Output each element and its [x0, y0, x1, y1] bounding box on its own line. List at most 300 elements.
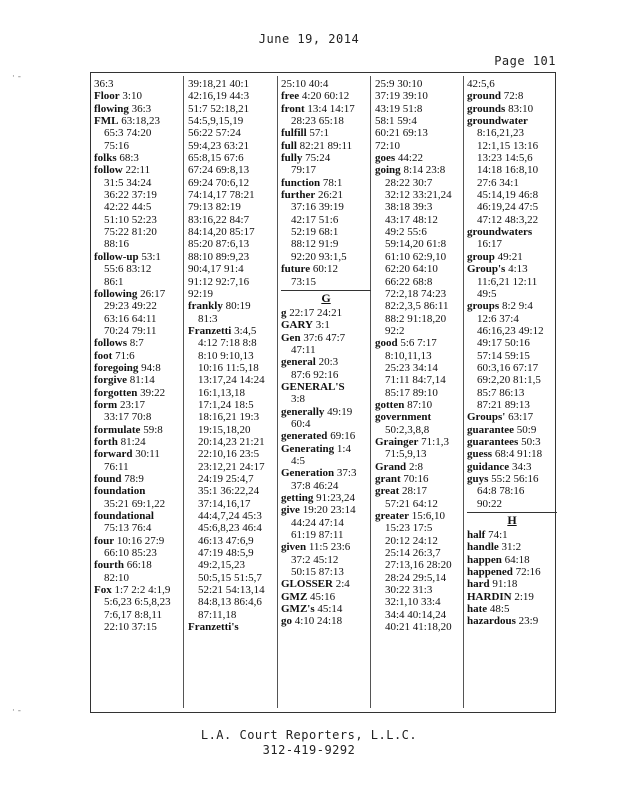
index-entry: [375, 473, 465, 485]
index-entry-continuation: [467, 152, 557, 164]
page-line-refs: 84:8,13 86:4,6: [198, 596, 262, 609]
index-entry-continuation: [94, 127, 184, 139]
index-entry-continuation: [375, 177, 465, 189]
index-entry-continuation: [188, 522, 278, 534]
page-line-refs: 88:2 91:18,20: [385, 312, 447, 325]
index-term: Gen: [281, 331, 301, 344]
page-line-refs: 74:1: [488, 529, 508, 542]
index-entry-continuation: [188, 448, 278, 460]
page-number: Page 101: [494, 54, 556, 68]
index-term: g: [281, 306, 287, 319]
index-entry-continuation: [188, 510, 278, 522]
index-entry: [281, 603, 371, 615]
page-line-refs: 29:23 49:22: [104, 300, 157, 313]
index-entry-continuation: [375, 288, 465, 300]
page-line-refs: 13:17,24 14:24: [198, 374, 265, 387]
index-entry: [188, 276, 278, 288]
page-line-refs: 20:14,23 21:21: [198, 435, 265, 448]
index-entry-continuation: [94, 140, 184, 152]
page-line-refs: 87:6 92:16: [291, 368, 339, 381]
page-line-refs: 37:14,16,17: [198, 497, 251, 510]
page-line-refs: 50:5,15 51:5,7: [198, 571, 262, 584]
index-entry-continuation: [188, 572, 278, 584]
page-line-refs: 47:12 48:3,22: [477, 213, 539, 226]
index-entry-continuation: [188, 584, 278, 596]
page-line-refs: 37:8 46:24: [291, 479, 339, 492]
index-entry-continuation: [375, 251, 465, 263]
index-entry-continuation: [94, 238, 184, 250]
page-line-refs: 69:24 70:6,12: [188, 176, 250, 189]
page-line-refs: 64:8 78:16: [477, 485, 525, 498]
index-entry: [94, 436, 184, 448]
index-entry-continuation: [375, 522, 465, 534]
index-entry: [94, 288, 184, 300]
page-line-refs: 55:2 56:16: [491, 473, 539, 485]
index-entry: [467, 300, 557, 312]
page-line-refs: 82:21 89:11: [299, 139, 353, 152]
index-entry: [188, 177, 278, 189]
page-line-refs: 37:19 39:10: [375, 90, 428, 103]
index-entry-continuation: [188, 559, 278, 571]
scan-speck: · -: [12, 706, 21, 716]
index-entry-continuation: [467, 276, 557, 288]
page-line-refs: 59:8: [143, 423, 163, 436]
index-entry: [467, 529, 557, 541]
page-line-refs: 52:19 68:1: [291, 226, 339, 239]
index-entry-continuation: [94, 461, 184, 473]
page-line-refs: 49:21: [497, 250, 523, 263]
index-entry: [188, 152, 278, 164]
index-entry-continuation: [467, 201, 557, 213]
index-term: function: [281, 176, 321, 189]
index-entry: [375, 115, 465, 127]
page-line-refs: 67:24 69:8,13: [188, 164, 250, 177]
page-line-refs: 16:17: [477, 238, 503, 251]
index-term: Grand: [375, 460, 407, 473]
index-entry-continuation: [94, 201, 184, 213]
index-term: happen: [467, 553, 502, 566]
page-line-refs: 91:18: [492, 578, 518, 591]
index-entry-continuation: [94, 313, 184, 325]
index-term: group: [467, 250, 495, 263]
index-entry-continuation: [467, 140, 557, 152]
page-line-refs: 28:22 30:7: [385, 176, 433, 189]
index-entry: [188, 251, 278, 263]
page-line-refs: 32:1,10 33:4: [385, 596, 441, 609]
index-entry-continuation: [281, 517, 371, 529]
page-line-refs: 87:21 89:13: [477, 398, 530, 411]
page-line-refs: 75:22 81:20: [104, 226, 157, 239]
index-entry-continuation: [94, 572, 184, 584]
page-line-refs: 19:20 23:14: [302, 504, 356, 517]
index-term: four: [94, 534, 115, 547]
index-entry: [94, 337, 184, 349]
index-entry: [281, 504, 371, 516]
page-line-refs: 50:9: [516, 423, 537, 436]
index-entry: [281, 263, 371, 275]
index-term: going: [375, 164, 401, 177]
page-line-refs: 50:15 87:13: [291, 566, 344, 579]
index-entry: [281, 541, 371, 553]
index-entry-continuation: [375, 238, 465, 250]
page-line-refs: 15:23 17:5: [385, 522, 433, 535]
index-entry-continuation: [281, 566, 371, 578]
index-term: further: [281, 189, 316, 202]
page-line-refs: 27:6 34:1: [477, 176, 519, 189]
index-entry-continuation: [188, 399, 278, 411]
page-line-refs: 44:24 47:14: [291, 516, 344, 529]
index-term: guarantees: [467, 435, 519, 448]
page-line-refs: 36:22 37:19: [104, 189, 157, 202]
index-term: foregoing: [94, 361, 139, 374]
page-line-refs: 79:13 82:19: [188, 201, 241, 214]
index-term: hazardous: [467, 615, 516, 628]
index-entry: [467, 541, 557, 553]
page-line-refs: 64:18: [504, 553, 530, 566]
page-line-refs: 57:1: [309, 127, 329, 140]
index-entry-continuation: [94, 177, 184, 189]
index-entry-continuation: [94, 214, 184, 226]
index-entry: [188, 115, 278, 127]
page-line-refs: 7:6,17 8:8,11: [104, 608, 162, 621]
index-entry: [467, 448, 557, 460]
footer-phone: 312-419-9292: [262, 743, 356, 757]
page-line-refs: 85:17 89:10: [385, 386, 438, 399]
index-term: flowing: [94, 102, 129, 115]
page-line-refs: 3:4,5: [234, 324, 257, 337]
index-entry: [281, 78, 371, 90]
footer-company: L.A. Court Reporters, L.L.C.: [200, 728, 418, 742]
index-term: follow: [94, 164, 123, 177]
index-entry: [281, 578, 371, 590]
page-line-refs: 39:22: [140, 386, 166, 399]
page-line-refs: 13:23 14:5,6: [477, 152, 533, 165]
index-entry-continuation: [375, 214, 465, 226]
page-line-refs: 63:16 64:11: [104, 312, 157, 325]
index-entry-continuation: [281, 554, 371, 566]
page-line-refs: 43:17 48:12: [385, 213, 438, 226]
page-line-refs: 39:18,21 40:1: [188, 78, 250, 90]
index-entry-continuation: [188, 350, 278, 362]
page-line-refs: 11:6,21 12:11: [477, 275, 538, 288]
page-line-refs: 30:11: [135, 448, 160, 461]
page-line-refs: 55:6 83:12: [104, 263, 152, 276]
page-line-refs: 75:13 76:4: [104, 522, 152, 535]
index-term: fully: [281, 152, 303, 165]
index-entry: [94, 448, 184, 460]
index-term: gotten: [375, 398, 405, 411]
section-letter: H: [507, 513, 517, 528]
page-line-refs: 81:14: [129, 374, 155, 387]
index-term: Grainger: [375, 435, 419, 448]
index-entry: [188, 621, 278, 633]
page-line-refs: 33:17 70:8: [104, 411, 152, 424]
index-entry: [94, 510, 184, 522]
index-entry-continuation: [188, 596, 278, 608]
page-line-refs: 26:21: [317, 189, 344, 202]
page-line-refs: 83:16,22 84:7: [188, 213, 250, 226]
index-term: GMZ's: [281, 603, 315, 616]
index-entry: [375, 461, 465, 473]
page-line-refs: 37:3: [336, 467, 357, 480]
page-line-refs: 87:11,18: [198, 608, 237, 621]
index-entry: [467, 578, 557, 590]
index-entry: [94, 78, 184, 90]
index-entry-continuation: [281, 201, 371, 213]
index-term: full: [281, 139, 297, 152]
index-column-4: [375, 78, 465, 710]
index-term: happened: [467, 566, 513, 579]
page-line-refs: 40:21 41:18,20: [385, 621, 452, 634]
index-term: folks: [94, 152, 117, 165]
index-entry: [94, 535, 184, 547]
page-line-refs: 25:10 40:4: [281, 78, 329, 90]
index-entry-continuation: [281, 455, 371, 467]
index-entry: [188, 226, 278, 238]
page-line-refs: 68:3: [119, 152, 139, 165]
index-entry-continuation: [281, 226, 371, 238]
page-line-refs: 59:14,20 61:8: [385, 238, 447, 251]
page-line-refs: 70:16: [403, 473, 429, 485]
index-entry-continuation: [94, 621, 184, 633]
index-entry-continuation: [281, 480, 371, 492]
page-line-refs: 42:17 51:6: [291, 213, 339, 226]
page-line-refs: 31:2: [501, 541, 522, 554]
page-line-refs: 72:8: [503, 90, 524, 103]
index-entry-continuation: [375, 325, 465, 337]
page-line-refs: 80:19: [225, 300, 251, 313]
index-entry-continuation: [281, 344, 371, 356]
index-entry: [375, 152, 465, 164]
page-line-refs: 46:13 47:6,9: [198, 534, 254, 547]
page-line-refs: 26:17: [140, 287, 166, 300]
index-entry-continuation: [375, 387, 465, 399]
page-line-refs: 20:3: [318, 356, 339, 369]
page-line-refs: 2:4: [335, 578, 350, 591]
index-term: GMZ: [281, 590, 308, 603]
index-entry-continuation: [467, 399, 557, 411]
index-entry: [94, 559, 184, 571]
index-term: getting: [281, 492, 314, 504]
index-entry: [188, 127, 278, 139]
page-line-refs: 72:10: [375, 139, 401, 152]
page-line-refs: 35:21 69:1,22: [104, 497, 166, 510]
page-line-refs: 24:19 25:4,7: [198, 473, 254, 485]
index-entry-continuation: [281, 238, 371, 250]
index-entry: [281, 127, 371, 139]
page-line-refs: 50:3: [521, 435, 541, 448]
page-line-refs: 71:5,9,13: [385, 448, 427, 461]
index-entry: [281, 492, 371, 504]
page-line-refs: 57:21 64:12: [385, 497, 438, 510]
index-entry-continuation: [375, 559, 465, 571]
page-line-refs: 4:20 60:12: [301, 90, 350, 103]
index-term: Fox: [94, 584, 112, 597]
index-entry-continuation: [188, 387, 278, 399]
index-term: formulate: [94, 423, 141, 436]
page-line-refs: 38:18 39:3: [385, 201, 433, 214]
index-entry-continuation: [188, 436, 278, 448]
page-line-refs: 65:3 74:20: [104, 127, 152, 140]
index-entry: [281, 140, 371, 152]
index-term: found: [94, 473, 122, 485]
page-line-refs: 69:2,20 81:1,5: [477, 374, 541, 387]
index-term: guess: [467, 448, 493, 461]
page-line-refs: 5:6,23 6:5,8,23: [104, 596, 171, 609]
page-line-refs: 22:10,16 23:5: [198, 448, 260, 461]
index-entry-continuation: [375, 572, 465, 584]
index-term: groundwaters: [467, 226, 533, 239]
index-entry: [94, 164, 184, 176]
page-line-refs: 18:16,21 19:3: [198, 411, 260, 424]
index-entry: [188, 140, 278, 152]
index-entry: [467, 461, 557, 473]
page-line-refs: 23:17: [119, 398, 146, 411]
page-line-refs: 16:1,13,18: [198, 386, 246, 399]
index-entry: [281, 356, 371, 368]
index-entry-continuation: [467, 485, 557, 497]
index-entry-continuation: [281, 251, 371, 263]
index-entry-continuation: [467, 498, 557, 510]
index-entry-continuation: [188, 374, 278, 386]
index-entry: [281, 152, 371, 164]
index-entry: [375, 127, 465, 139]
page-line-refs: 82:10: [104, 571, 130, 584]
index-entry-continuation: [375, 498, 465, 510]
index-entry: [94, 362, 184, 374]
page-line-refs: 17:1,24 18:5: [198, 398, 254, 411]
index-entry-continuation: [467, 288, 557, 300]
page-line-refs: 2:19: [514, 590, 534, 603]
index-entry: [467, 115, 557, 127]
page-line-refs: 28:23 65:18: [291, 115, 344, 128]
index-term: Franzetti's: [188, 621, 239, 634]
page-line-refs: 86:1: [104, 275, 124, 288]
index-entry-continuation: [375, 596, 465, 608]
page-line-refs: 71:1,3: [421, 435, 449, 448]
page-line-refs: 57:14 59:15: [477, 349, 530, 362]
index-entry: [281, 467, 371, 479]
index-entry-continuation: [375, 276, 465, 288]
page-line-refs: 34:3: [511, 460, 532, 473]
page-line-refs: 58:1 59:4: [375, 115, 417, 128]
index-entry-continuation: [281, 418, 371, 430]
index-entry: [188, 288, 278, 300]
page-line-refs: 31:5 34:24: [104, 176, 152, 189]
index-entry-continuation: [94, 596, 184, 608]
index-entry: [188, 164, 278, 176]
page-line-refs: 8:2 9:4: [501, 300, 533, 313]
index-entry-continuation: [188, 461, 278, 473]
page-line-refs: 68:4 91:18: [494, 448, 543, 461]
index-entry: [188, 238, 278, 250]
index-term: following: [94, 287, 138, 300]
page-line-refs: 79:17: [291, 164, 317, 177]
page-line-refs: 30:22 31:3: [385, 584, 433, 597]
page-line-refs: 63:17: [508, 411, 534, 424]
index-entry-continuation: [188, 498, 278, 510]
index-term: hate: [467, 603, 488, 616]
index-entry: [375, 140, 465, 152]
index-term: GARY: [281, 319, 314, 332]
index-entry-continuation: [281, 115, 371, 127]
index-entry: [94, 584, 184, 596]
page-line-refs: 3:8: [291, 393, 306, 406]
page-line-refs: 66:18: [126, 559, 152, 572]
index-entry: [467, 436, 557, 448]
page-line-refs: 15:6,10: [411, 510, 446, 523]
index-entry: [94, 374, 184, 386]
page-line-refs: 11:5 23:6: [308, 541, 351, 554]
page-line-refs: 48:5: [489, 603, 510, 616]
index-entry: [281, 90, 371, 102]
page-line-refs: 75:24: [305, 152, 331, 165]
page-line-refs: 3:10: [122, 90, 142, 103]
page-line-refs: 81:24: [120, 435, 146, 448]
index-term: foundational: [94, 510, 154, 523]
index-entry: [188, 78, 278, 90]
index-entry-continuation: [375, 189, 465, 201]
index-term: groundwater: [467, 115, 528, 128]
page-line-refs: 1:4: [336, 442, 351, 455]
index-entry-continuation: [375, 226, 465, 238]
page-line-refs: 88:10 89:9,23: [188, 250, 250, 263]
page-line-refs: 45:16: [310, 590, 336, 603]
index-term: half: [467, 529, 486, 542]
index-term: groups: [467, 300, 500, 313]
index-entry-continuation: [188, 547, 278, 559]
index-entry: [467, 566, 557, 578]
index-entry-continuation: [375, 201, 465, 213]
page-line-refs: 61:19 87:11: [291, 529, 344, 542]
page-line-refs: 69:16: [330, 430, 356, 443]
index-term: Floor: [94, 90, 120, 103]
page-line-refs: 45:6,8,23 46:4: [198, 522, 262, 535]
page-line-refs: 5:6 7:17: [400, 337, 437, 350]
index-entry: [467, 90, 557, 102]
page-line-refs: 49:2 55:6: [385, 226, 427, 239]
index-entry-continuation: [94, 226, 184, 238]
page-line-refs: 59:4,23 63:21: [188, 139, 250, 152]
index-entry: [188, 325, 278, 337]
page-line-refs: 4:12 7:18 8:8: [198, 337, 257, 350]
index-term: give: [281, 504, 300, 517]
index-entry-continuation: [188, 337, 278, 349]
page-line-refs: 44:22: [397, 152, 423, 165]
index-entry: [281, 103, 371, 115]
index-entry: [281, 177, 371, 189]
page-line-refs: 87:10: [407, 398, 433, 411]
index-term: Franzetti: [188, 324, 232, 337]
page-line-refs: 60:21 69:13: [375, 127, 428, 140]
page-line-refs: 66:22 68:8: [385, 275, 433, 288]
index-entry: [375, 510, 465, 522]
index-entry: [94, 424, 184, 436]
index-entry: [375, 78, 465, 90]
page-line-refs: 90:22: [477, 497, 503, 510]
page-line-refs: 8:7: [129, 337, 144, 350]
page-line-refs: 66:10 85:23: [104, 547, 157, 560]
index-term: grant: [375, 473, 401, 485]
scan-speck: · -: [12, 72, 21, 82]
index-entry-continuation: [467, 177, 557, 189]
index-entry-continuation: [94, 498, 184, 510]
index-entry-continuation: [375, 313, 465, 325]
page-line-refs: 63:18,23: [121, 115, 161, 128]
index-term: forgotten: [94, 386, 138, 399]
index-entry: [375, 485, 465, 497]
page-line-refs: 78:1: [322, 176, 343, 189]
